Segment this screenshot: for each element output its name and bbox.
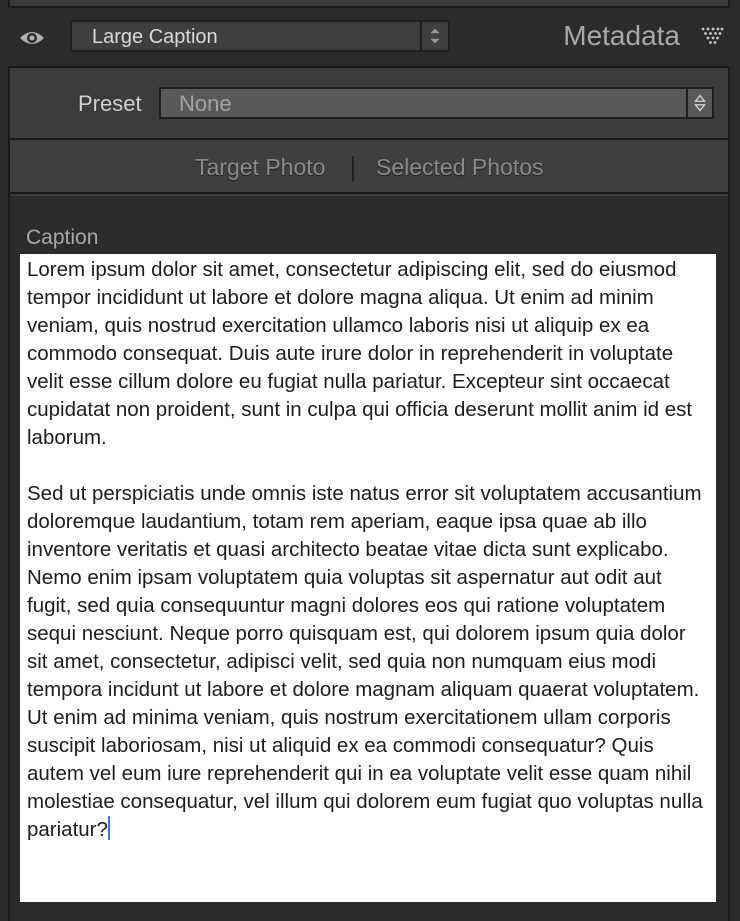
text-caret — [108, 816, 110, 840]
metadata-panel — [8, 66, 730, 921]
preset-value: None — [179, 91, 232, 116]
panel-title[interactable]: Metadata — [563, 20, 680, 51]
triangle-down-icon[interactable] — [700, 26, 724, 46]
caption-text: Lorem ipsum dolor sit amet, consectetur adipiscing elit, sed do eiusmod tempor incididunt ut labore et dolore magna aliqua. Ut enim ad minim veniam, quis nostrud exercitation ullamco laboris nisi ut aliquip ex ea commodo consequat. Duis aute irure dolor in reprehenderit in voluptate velit esse cillum dolore eu fugiat nulla pariatur. Excepteur sint occaecat cupidatat non proident, sunt in culpa qui officia deserunt mollit anim id est laborum. Sed ut perspiciatis unde omnis iste natus error sit voluptatem accusantium doloremque laudantium, totam rem aperiam, eaque ipsa quae ab illo inventore veritatis et quasi architecto beatae vitae dicta sunt explicabo. Nemo enim ipsam voluptatem quia voluptas sit aspernatur aut odit aut fugit, sed quia consequuntur magni dolores eos qui ratione voluptatem sequi nesciunt. Neque porro quisquam est, qui dolorem ipsum quia dolor sit amet, consectetur, adipisci velit, sed quia non numquam eius modi tempora incidunt ut labore et dolore magnam aliquam quaerat voluptatem. Ut enim ad minima veniam, quis nostrum exercitationem ullam corporis suscipit laboriosam, nisi ut aliquid ex ea commodi consequatur? Quis autem vel eum iure reprehenderit qui in ea voluptate velit esse quam nihil molestiae consequatur, vel illum qui dolorem eum fugiat quo voluptas nulla pariatur? — [27, 258, 703, 841]
target-separator — [352, 156, 354, 182]
updown-arrows-icon — [420, 22, 448, 50]
caption-label: Caption — [26, 226, 99, 249]
target-photo-button[interactable]: Target Photo — [195, 154, 326, 180]
updown-arrows-icon — [686, 89, 712, 117]
caption-textarea[interactable] — [20, 254, 716, 902]
preset-dropdown[interactable] — [159, 87, 714, 119]
metadata-view-dropdown[interactable] — [70, 20, 450, 52]
metadata-view-label: Large Caption — [92, 26, 218, 48]
preset-row — [10, 68, 728, 140]
panel-above-edge — [8, 0, 730, 8]
caption-section — [10, 196, 728, 921]
eye-icon[interactable] — [18, 24, 46, 52]
preset-label: Preset — [78, 91, 142, 116]
selected-photos-button[interactable]: Selected Photos — [376, 154, 544, 180]
target-toggle — [10, 142, 728, 194]
